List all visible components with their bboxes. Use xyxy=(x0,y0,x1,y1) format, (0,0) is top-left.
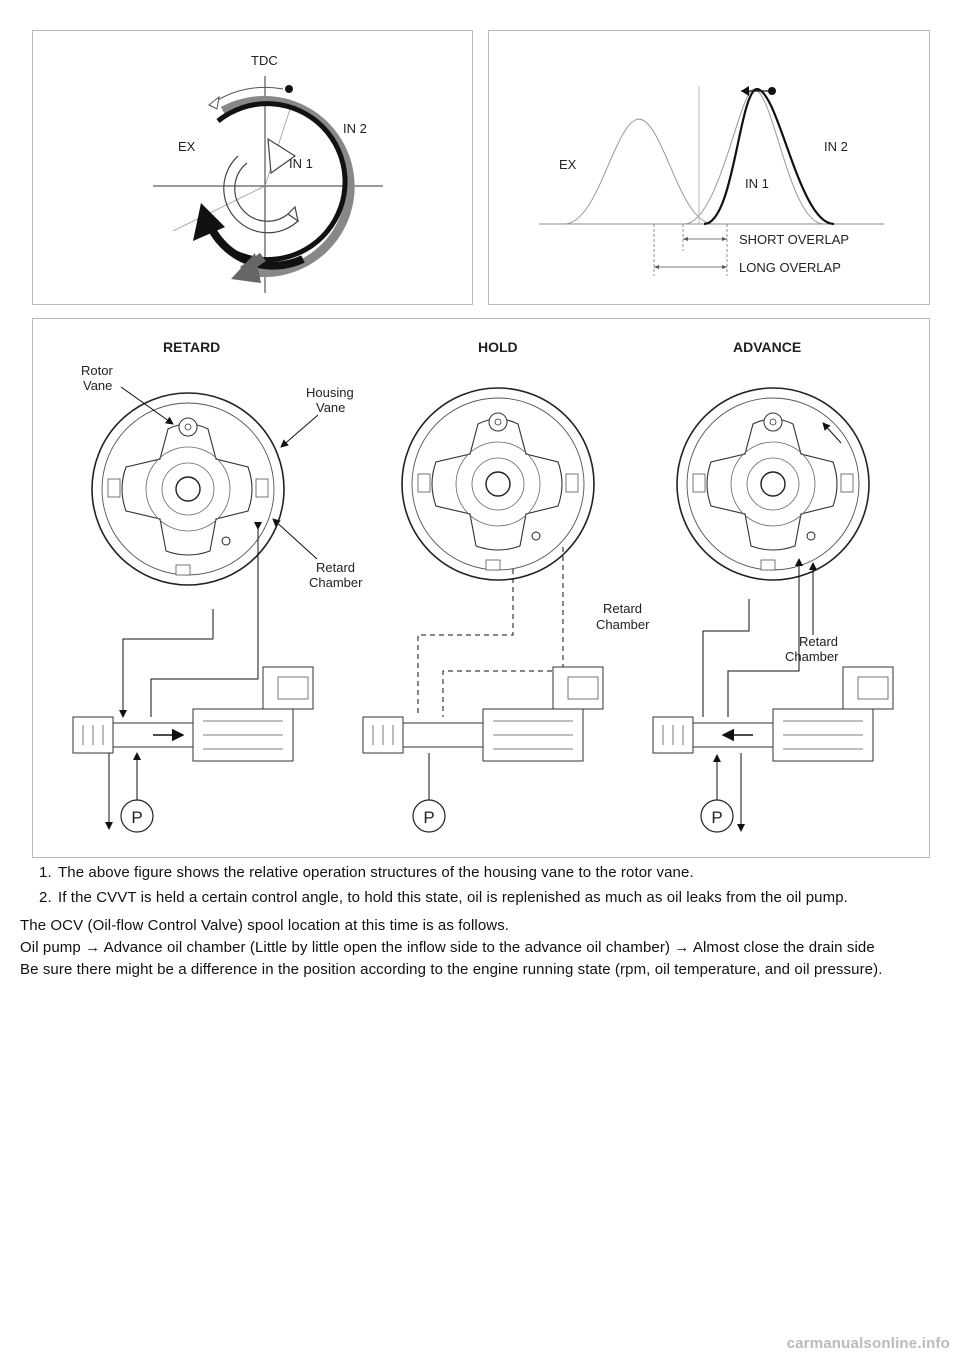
advance-ocv-valve xyxy=(653,667,893,761)
retard-rotor xyxy=(92,393,284,585)
in2-label: IN 2 xyxy=(343,121,367,136)
oil-flow-paragraph: Oil pump → Advance oil chamber (Little by little open the inflow side to the advance oil chamber) → Almost close the drain side xyxy=(20,939,875,956)
watermark: carmanualsonline.info xyxy=(786,1335,950,1352)
retard-ocv-valve xyxy=(73,667,313,761)
rotor-vane-label-1: Rotor xyxy=(81,363,113,378)
advance-pump-label: P xyxy=(711,808,723,827)
notes-list xyxy=(20,862,940,909)
in1-label: IN 1 xyxy=(289,156,313,171)
advance-rotor xyxy=(677,388,869,580)
note-item-2: 2. If the CVVT is held a certain control angle, to hold this state, oil is replenished as much as oil leaks from the oil pump. xyxy=(56,887,940,909)
mode-label-retard: RETARD xyxy=(163,339,221,355)
tdc-label: TDC xyxy=(251,53,278,68)
housing-vane-label-2: Vane xyxy=(316,400,346,415)
ocv-intro-paragraph: The OCV (Oil-flow Control Valve) spool location at this time is as follows. xyxy=(20,917,510,934)
notes-section xyxy=(20,862,940,981)
retard-pump-label: P xyxy=(131,808,143,827)
valve-lift-diagram xyxy=(488,30,930,305)
lift-in2-label: IN 2 xyxy=(824,139,848,154)
short-overlap-label: SHORT OVERLAP xyxy=(739,232,850,247)
retard-chamber-right-label-1: Retard xyxy=(799,634,839,649)
retard-chamber-right-label-2: Chamber xyxy=(785,649,839,664)
hold-ocv-valve xyxy=(363,667,603,761)
caution-paragraph: Be sure there might be a difference in the position according to the engine running state (rpm, oil temperature, and oil pressure). xyxy=(20,961,883,978)
mode-label-advance: ADVANCE xyxy=(733,339,802,355)
hold-rotor xyxy=(402,388,594,580)
retard-chamber-mid-label-1: Retard xyxy=(603,601,643,616)
ex-label: EX xyxy=(178,139,196,154)
long-overlap-label: LONG OVERLAP xyxy=(739,260,841,275)
retard-chamber-mid-label-2: Chamber xyxy=(596,617,650,632)
rotor-vane-label-2: Vane xyxy=(83,378,113,393)
lift-in1-label: IN 1 xyxy=(745,176,769,191)
housing-vane-label-1: Housing xyxy=(306,385,354,400)
retard-chamber-label-1: Retard xyxy=(316,560,356,575)
cam-timing-diagram xyxy=(32,30,473,305)
lift-ex-label: EX xyxy=(559,157,577,172)
mode-label-hold: HOLD xyxy=(478,339,518,355)
hold-pump-label: P xyxy=(423,808,435,827)
note-item-1: 1. The above figure shows the relative operation structures of the housing vane to the rotor vane. xyxy=(56,862,940,884)
retard-chamber-label-2: Chamber xyxy=(309,575,363,590)
ocv-operation-diagram xyxy=(32,318,930,858)
